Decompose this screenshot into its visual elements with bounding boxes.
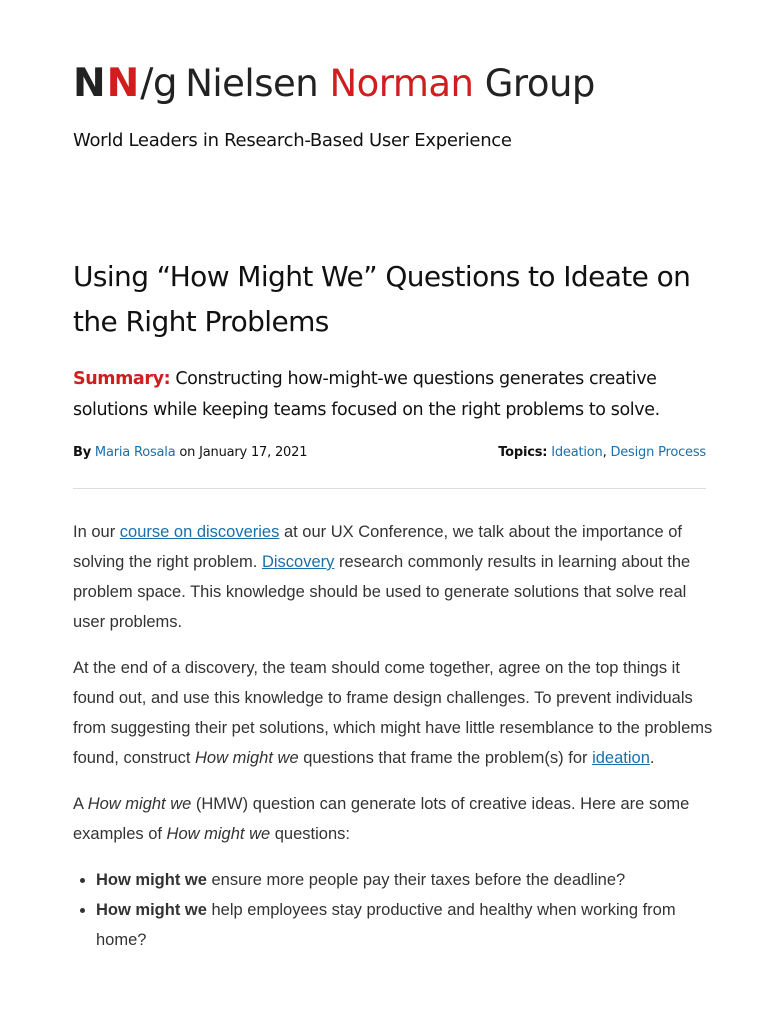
logo-norman: Norman <box>329 62 474 105</box>
summary-label: Summary: <box>73 369 171 389</box>
text: (HMW) question can generate lots of creative ideas. Here are some examples of <box>73 795 690 843</box>
article-title: Using “How Might We” Questions to Ideate on the Right Problems <box>73 260 691 338</box>
byline <box>73 445 307 460</box>
paragraph-1 <box>73 517 713 637</box>
publish-date: January 17, 2021 <box>199 445 308 460</box>
logo-slash-g: /g <box>140 61 178 106</box>
link-discovery[interactable]: Discovery <box>261 553 335 571</box>
emphasis: How might we <box>87 795 192 813</box>
site-tagline: World Leaders in Research-Based User Experience <box>73 130 512 151</box>
bold-text: How might we <box>96 901 207 919</box>
text: . <box>649 749 655 767</box>
bold-text: How might we <box>96 871 207 889</box>
summary-text: Constructing how-might-we questions generates creative solutions while keeping teams focused on the right problems to solve. <box>73 369 660 420</box>
text: A <box>73 795 88 813</box>
text: help employees stay productive and healthy when working from home? <box>96 901 676 949</box>
hmw-examples-list <box>73 865 713 955</box>
logo-n-red: N <box>106 61 141 106</box>
link-course-on-discoveries[interactable]: course on discoveries <box>119 523 280 541</box>
text: at our UX Conference, we talk about the importance of solving the right problem. <box>73 523 682 571</box>
topic-separator: , <box>602 445 607 460</box>
paragraph-2 <box>73 653 713 773</box>
list-item <box>96 895 713 955</box>
topic-link-ideation[interactable]: Ideation <box>551 445 603 460</box>
logo-name <box>185 62 595 105</box>
article-summary <box>73 364 713 426</box>
logo-nielsen: Nielsen <box>185 62 319 105</box>
topics <box>498 445 706 460</box>
logo-group: Group <box>484 62 595 105</box>
article-body <box>73 517 713 955</box>
text: ensure more people pay their taxes before the deadline? <box>206 871 626 889</box>
paragraph-3 <box>73 789 713 849</box>
date-prefix: on <box>179 445 196 460</box>
text: questions: <box>270 825 350 843</box>
list-item <box>96 865 713 895</box>
emphasis: How might we <box>195 749 299 767</box>
topic-link-design-process[interactable]: Design Process <box>610 445 706 460</box>
nng-logo[interactable] <box>73 58 595 110</box>
link-ideation[interactable]: ideation <box>592 749 650 767</box>
emphasis: How might we <box>166 825 271 843</box>
text: research commonly results in learning about the problem space. This knowledge should be used to generate solutions that solve real user problems. <box>73 553 691 631</box>
by-label: By <box>73 445 91 460</box>
divider <box>73 488 706 489</box>
text: questions that frame the problem(s) for <box>298 749 593 767</box>
topics-label: Topics: <box>498 445 548 460</box>
text: At the end of a discovery, the team should come together, agree on the top things it found out, and use this knowledge to frame design challenges. To prevent individuals from suggesting their pet solutions, which might have little resemblance to the problems found, construct <box>73 659 713 767</box>
author-link[interactable]: Maria Rosala <box>94 445 176 460</box>
logo-n-black: N <box>73 61 107 106</box>
text: In our <box>73 523 120 541</box>
